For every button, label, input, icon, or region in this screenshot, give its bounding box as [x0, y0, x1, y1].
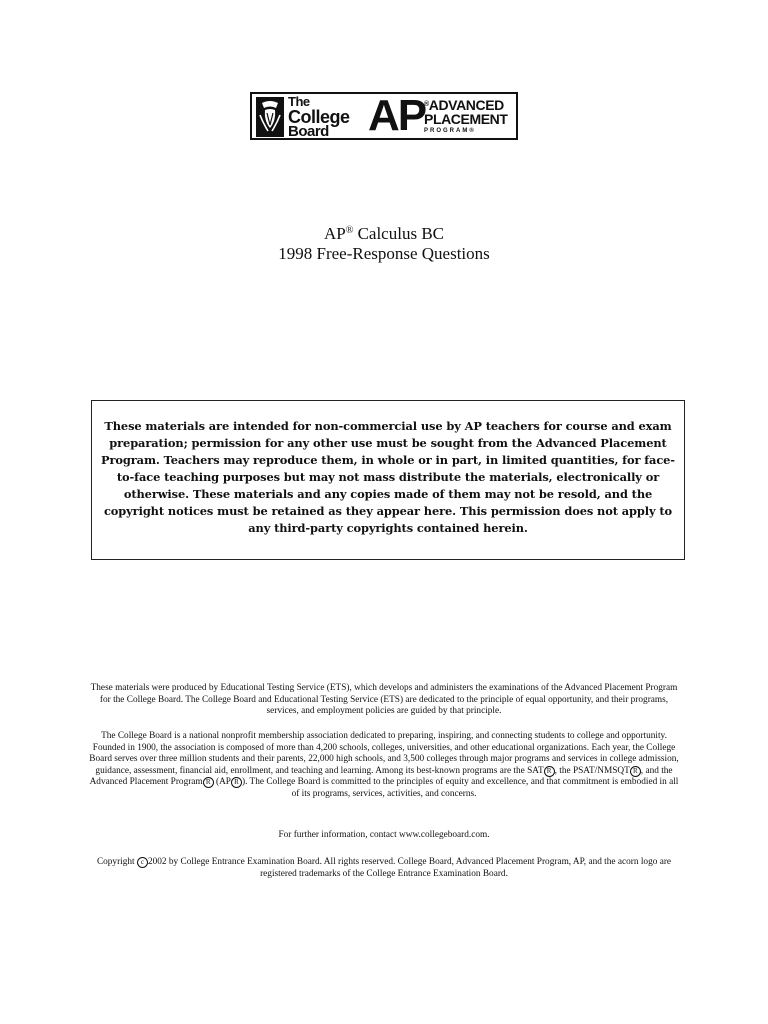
ets-paragraph: These materials were produced by Educational Testing Service (ETS), which develops and administers the examinations of the Advanced Placement Program for the College Board. The College Board and Educational Testing Service (ETS) are dedicated to the principle of equal opportunity, and their programs, services, and employment policies are guided by that principle.: [90, 683, 678, 717]
permission-notice-box: [91, 400, 685, 560]
college-board-paragraph: The College Board is a national nonprofit membership association dedicated to preparing, inspiring, and connecting students to college and opportunity. Founded in 1900, the association is composed of more than 4,200 schools, colleges, universities, and other educational organizations. Each year, the College Board serves over three million students and their parents, 22,000 high schools, and 3,500 colleges through major programs and services in college admission, guidance, assessment, financial aid, enrollment, and teaching and learning. Among its best-known programs are the SAT R , the PSAT/NMSQT R , and the Advanced Placement Program R (AP R ). The College Board is committed to the principles of equity and excellence, and that commitment is embodied in all of its programs, services, activities, and concerns.: [89, 731, 679, 799]
registered-mark: R: [544, 766, 555, 777]
registered-mark: R: [630, 766, 641, 777]
acorn-icon: [256, 97, 284, 137]
college-board-wordmark: The College Board: [288, 94, 350, 140]
ap-program-wordmark: ®ADVANCED PLACEMENT PROGRAM®: [424, 97, 508, 134]
contact-line: For further information, contact www.collegeboard.com.: [278, 830, 490, 840]
page-subtitle: 1998 Free-Response Questions: [278, 244, 490, 263]
copyright-mark: c: [137, 857, 148, 868]
college-board-ap-logo: [250, 92, 518, 140]
permission-notice-text: These materials are intended for non-commercial use by AP teachers for course and exam preparation; permission for any other use must be sought from the Advanced Placement Program. Teachers may reproduce them, in whole or in part, in limited quantities, for face-to-face teaching purposes but may not mass distribute the materials, electronically or otherwise. These materials and any copies made of them may not be resold, and the copyright notices must be retained as they appear here. This permission does not apply to any third-party copyrights contained herein.: [101, 419, 675, 535]
page-title: AP® Calculus BC: [323, 224, 444, 243]
ap-mark: AP: [368, 91, 426, 140]
copyright-paragraph: Copyright c 2002 by College Entrance Examination Board. All rights reserved. College Board, Advanced Placement Program, AP, and the acorn logo are registered trademarks of the College Entrance Examination Board.: [96, 857, 672, 879]
registered-mark: R: [203, 777, 214, 788]
registered-mark: R: [231, 777, 242, 788]
